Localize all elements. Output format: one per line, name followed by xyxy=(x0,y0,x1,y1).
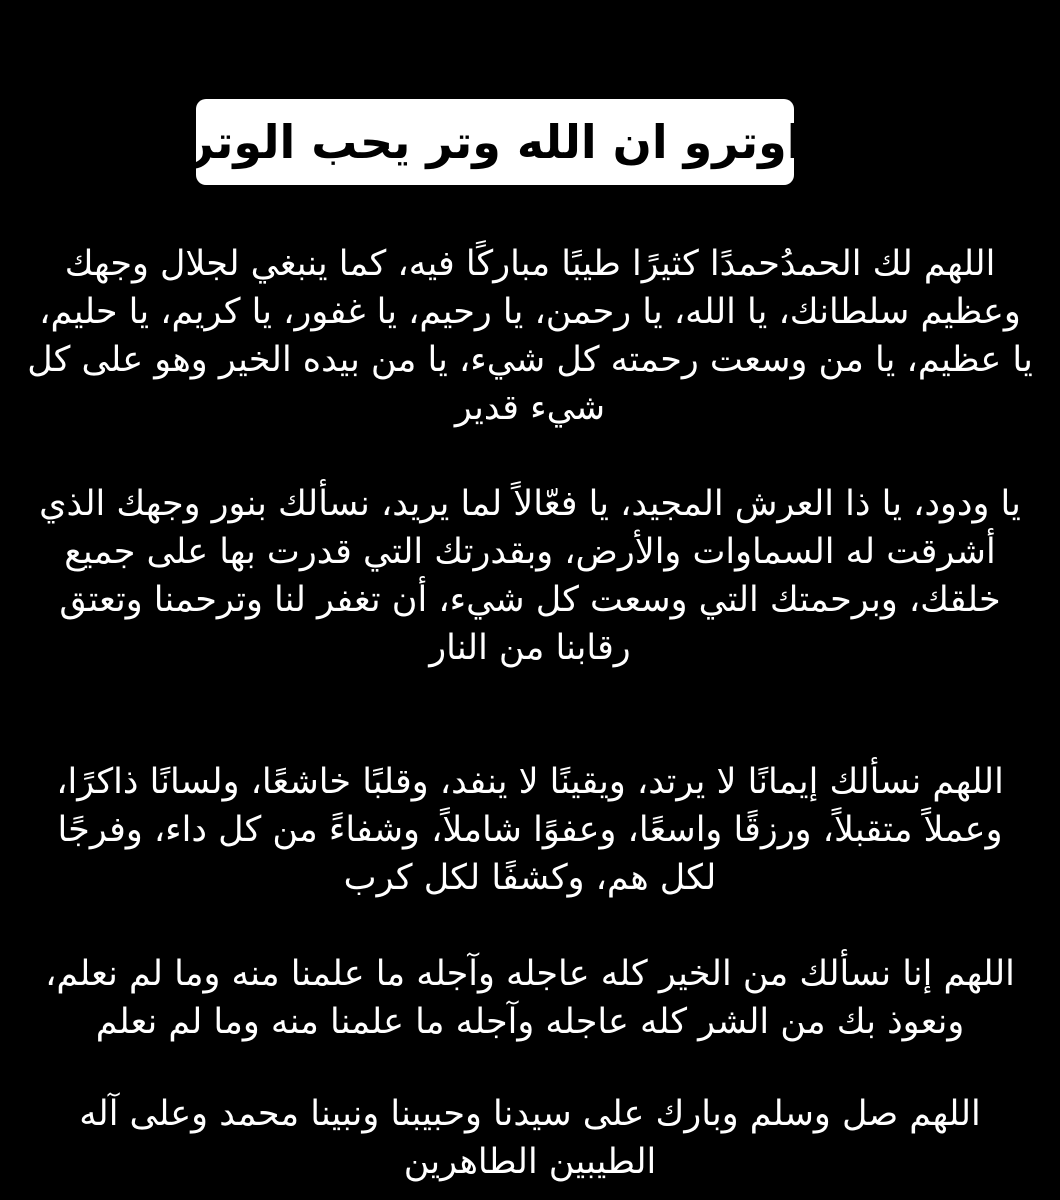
page-title: اوترو ان الله وتر يحب الوتر xyxy=(187,115,803,169)
title-banner xyxy=(187,99,803,185)
prayer-paragraph: اللهم إنا نسألك من الخير كله عاجله وآجله ما علمنا منه وما لم نعلم، ونعوذ بك من الشر كله عاجله وآجله ما علمنا منه وما لم نعلم xyxy=(45,954,1015,1042)
prayer-paragraph: يا ودود، يا ذا العرش المجيد، يا فعّالاً لما يريد، نسألك بنور وجهك الذي أشرقت له السماوات والأرض، وبقدرتك التي قدرت بها على جميع خلقك، وبرحمتك التي وسعت كل شيء، أن تغفر لنا وترحمنا وتعتق رقابنا من النار xyxy=(39,484,1021,668)
prayer-paragraph: اللهم نسألك إيمانًا لا يرتد، ويقينًا لا ينفد، وقلبًا خاشعًا، ولسانًا ذاكرًا، وعملاً متقبلاً، ورزقًا واسعًا، وعفوًا شاملاً، وشفاءً من كل داء، وفرجًا لكل هم، وكشفًا لكل كرب xyxy=(56,762,1004,898)
prayer-text xyxy=(26,240,1034,1186)
prayer-paragraph: اللهم لك الحمدُحمدًا كثيرًا طيبًا مباركًا فيه، كما ينبغي لجلال وجهك وعظيم سلطانك، يا الله، يا رحمن، يا رحيم، يا غفور، يا كريم، يا حليم، يا عظيم، يا من وسعت رحمته كل شيء، يا من بيده الخير وهو على كل شيء قدير xyxy=(27,244,1033,428)
prayer-paragraph: اللهم صل وسلم وبارك على سيدنا وحبيبنا ونبينا محمد وعلى آله الطيبين الطاهرين xyxy=(79,1094,981,1182)
